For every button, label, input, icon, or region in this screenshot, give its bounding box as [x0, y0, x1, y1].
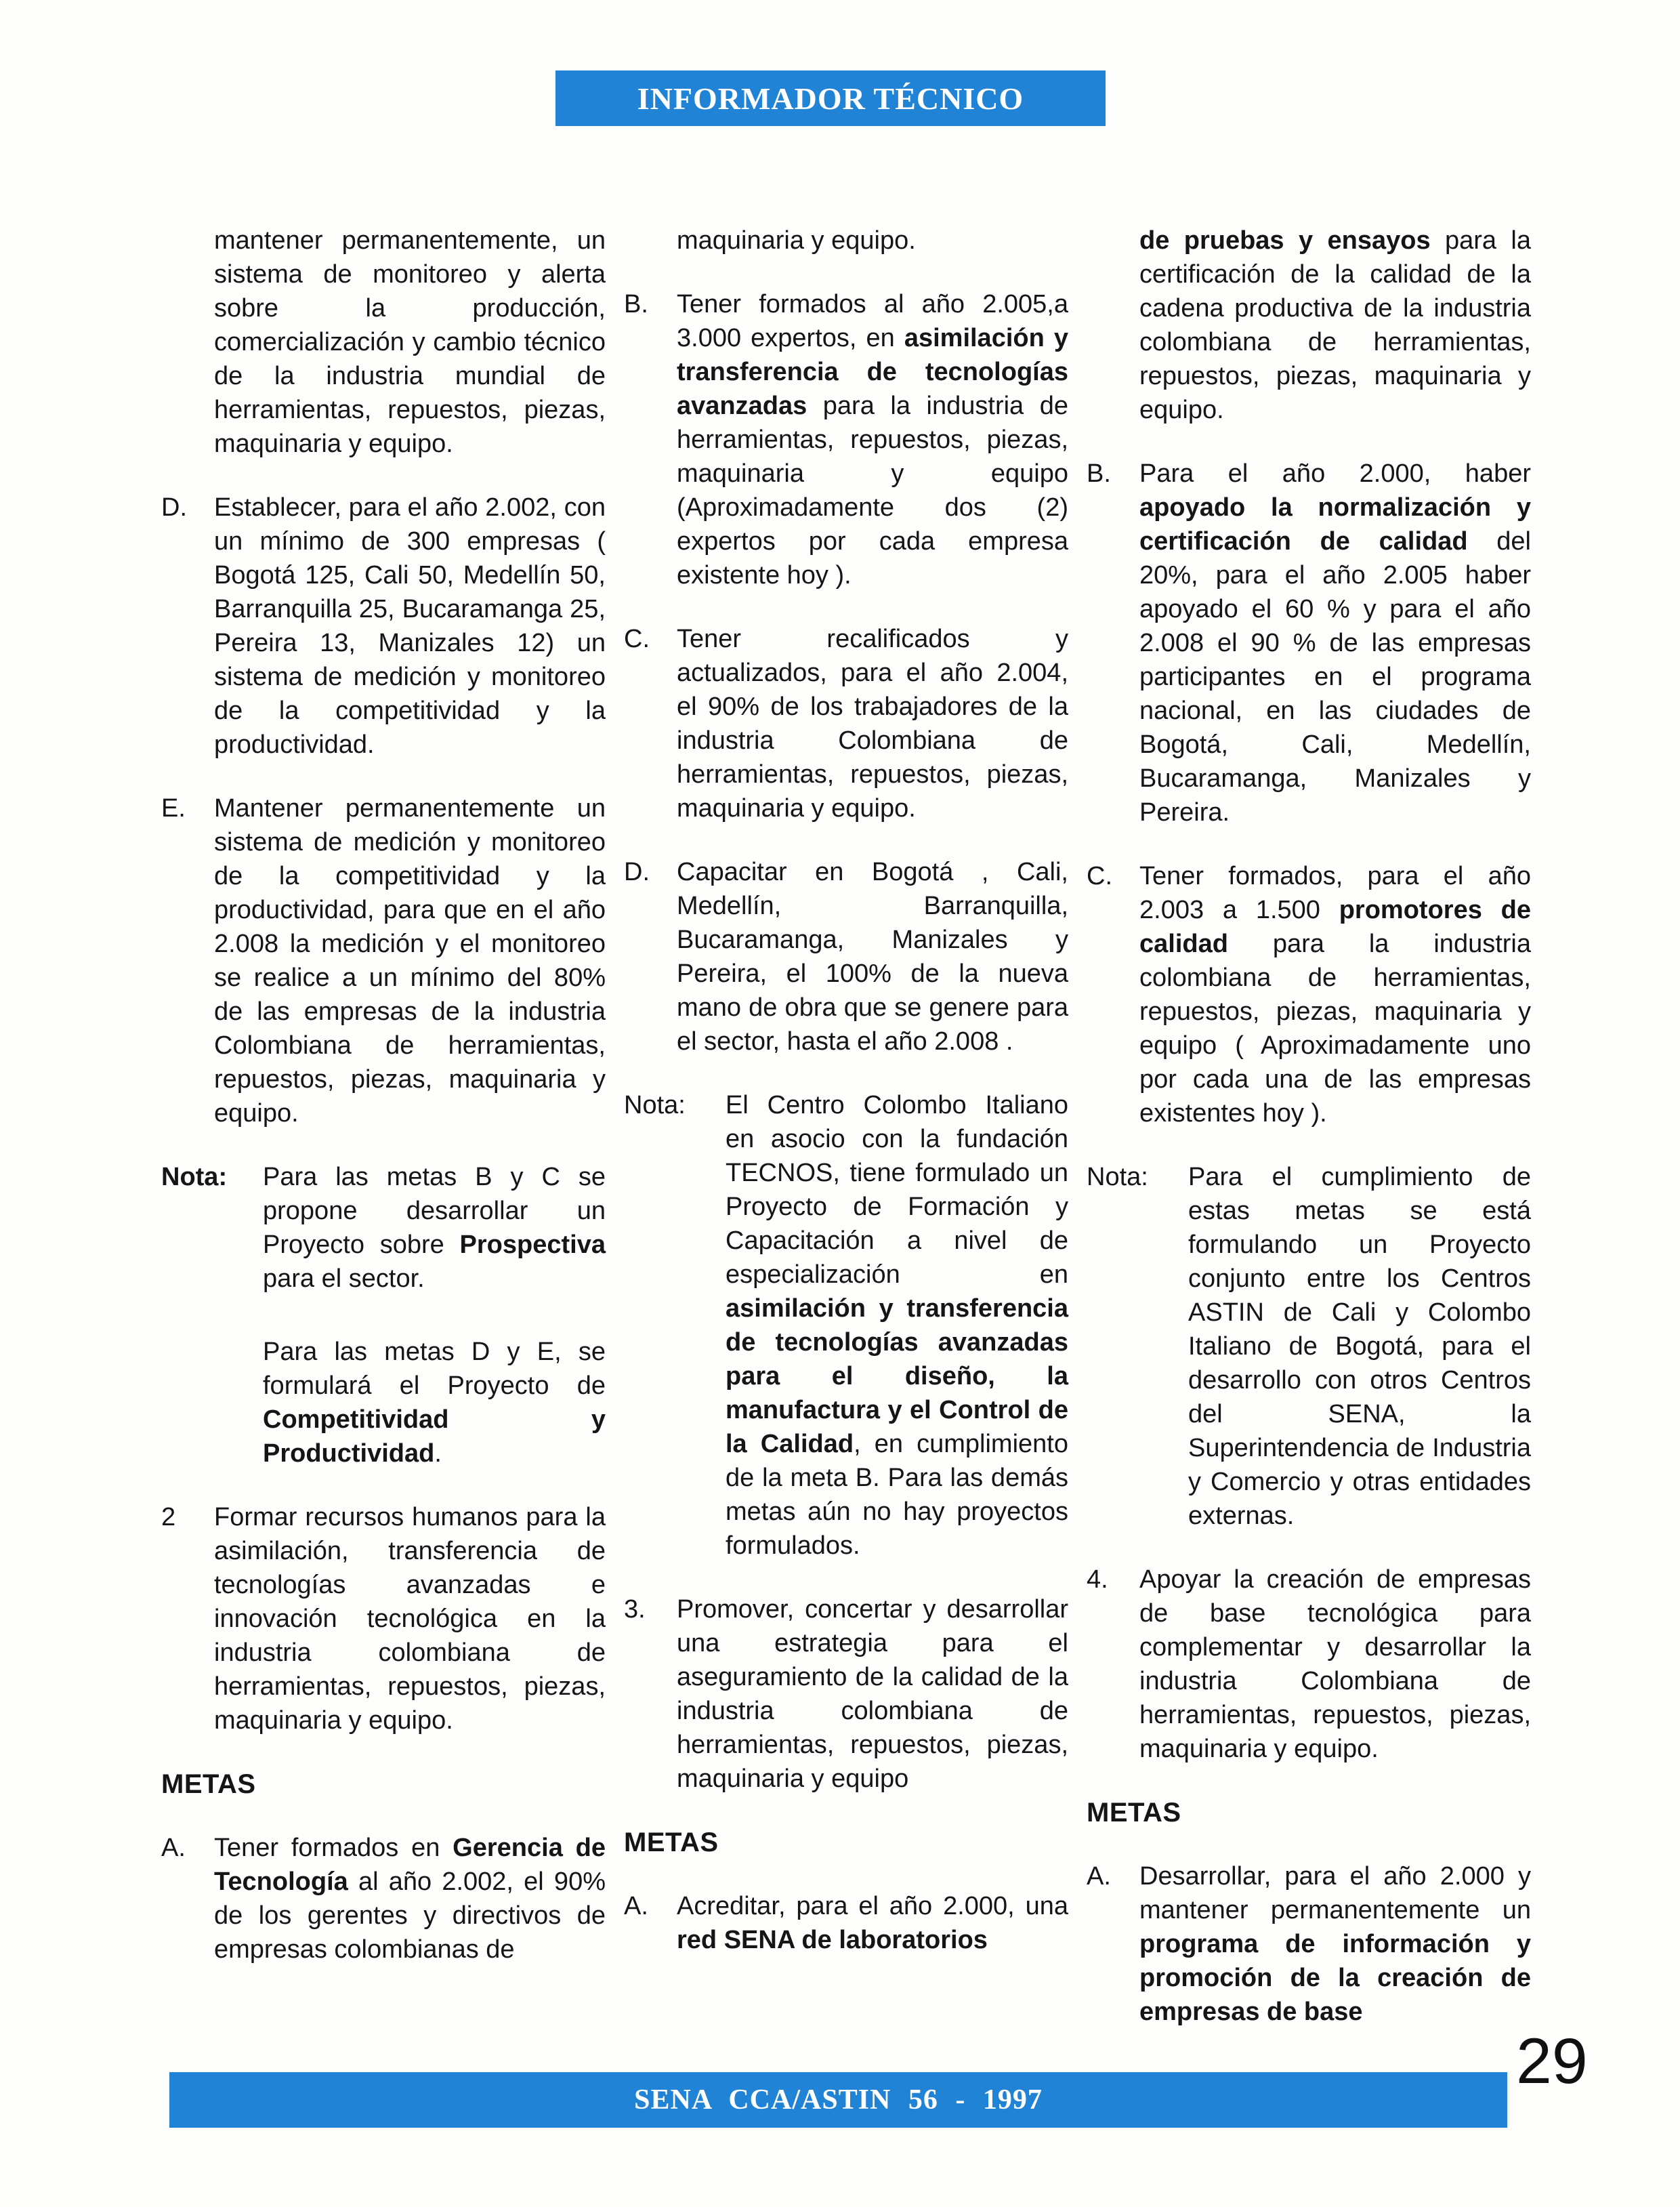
text-segment: Capacitar en Bogotá , Cali, Medellín, Barranquilla, Bucaramanga, Manizales y Pereira, el 100% de la nueva mano de obra que se genere para el sector, hasta el año 2.008 .	[677, 858, 1068, 1056]
text-segment: al año 2.002, el 90% de los gerentes y directivos de empresas colombianas de	[214, 1868, 606, 1964]
note-label-text: Nota:	[161, 1163, 228, 1191]
text-segment: Para las metas D y E, se formulará el Proyecto de	[263, 1338, 606, 1400]
item-label	[624, 1592, 677, 1796]
text-segment: Apoyar la creación de empresas de base tecnológica para complementar y desarrollar la industria Colombiana de herramientas, repuestos, piezas, maquinaria y equipo.	[1139, 1565, 1531, 1763]
item-label-text: C.	[1087, 862, 1112, 890]
item-label	[624, 1889, 677, 1957]
item-label-text: D.	[161, 493, 187, 522]
item-label-text: D.	[624, 858, 650, 886]
item-label	[624, 287, 677, 592]
item-label-text: E.	[161, 794, 186, 823]
item-label-text: A.	[161, 1834, 186, 1862]
text-segment: Acreditar, para el año 2.000, una	[677, 1892, 1068, 1920]
paragraph-text	[677, 1889, 1068, 1957]
item-label-text: A.	[1087, 1862, 1111, 1891]
section-heading-metas: METAS	[161, 1769, 256, 1799]
section-heading-metas: METAS	[624, 1828, 719, 1857]
paragraph-text	[263, 1335, 606, 1470]
text-segment: Promover, concertar y desarrollar una estrategia para el aseguramiento de la calidad de la industria colombiana de herramientas, repuestos, piezas, maquinaria y equipo	[677, 1595, 1068, 1793]
item-label	[1087, 1859, 1139, 2029]
paragraph-text	[214, 1500, 606, 1737]
text-segment: asimilación y transferencia de tecnologías avanzadas para el diseño, la manufactura y el Control de la Calidad	[726, 1294, 1068, 1458]
journal-footer-text: SENA CCA/ASTIN 56 - 1997	[634, 2084, 1043, 2116]
list-item-B	[624, 287, 1068, 592]
note-block	[1087, 1160, 1531, 1533]
paragraph-text	[1139, 1563, 1531, 1766]
text-segment: del 20%, para el año 2.005 haber apoyado el 60 % y para el año 2.008 el 90 % de las empresas participantes en el programa nacional, en las ciudades de Bogotá, Cali, Medellín, Bucaramanga, Manizales y Pereira.	[1139, 527, 1531, 827]
paragraph-text	[263, 1160, 606, 1296]
text-segment: Tener formados en	[214, 1834, 453, 1862]
text-segment: Competitividad y Productividad	[263, 1405, 606, 1468]
paragraph-text	[214, 224, 606, 461]
journal-title-banner	[555, 70, 1106, 126]
item-label	[161, 491, 214, 762]
text-column-1	[161, 224, 606, 2059]
item-label	[161, 224, 214, 461]
paragraph-text	[1188, 1160, 1531, 1533]
item-label	[624, 622, 677, 825]
item-label	[161, 1500, 214, 1737]
item-label	[161, 1831, 214, 1966]
journal-footer-banner	[169, 2072, 1507, 2128]
list-item-4	[1087, 1563, 1531, 1766]
text-segment: Mantener permanentemente un sistema de medición y monitoreo de la competitividad y la productividad, para que en el año 2.008 la medición y el monitoreo se realice a un mínimo del 80% de las empresas de la industria Colombiana de herramientas, repuestos, piezas, maquinaria y equipo.	[214, 794, 606, 1128]
text-segment: Tener formados, para el año 2.003 a 1.500	[1139, 862, 1531, 924]
item-label	[1087, 1563, 1139, 1766]
paragraph-text	[1139, 224, 1531, 427]
page-number: 29	[1516, 2025, 1588, 2097]
list-item-B	[1087, 457, 1531, 829]
paragraph-continuation	[161, 224, 606, 461]
text-segment: Formar recursos humanos para la asimilación, transferencia de tecnologías avanzadas e innovación tecnológica en la industria colombiana de herramientas, repuestos, piezas, maquinaria y equipo.	[214, 1503, 606, 1735]
paragraph-text	[677, 224, 1068, 257]
item-label	[1087, 457, 1139, 829]
list-item-D	[624, 855, 1068, 1058]
list-item-C	[624, 622, 1068, 825]
list-item-E	[161, 791, 606, 1130]
paragraph-text	[214, 1831, 606, 1966]
item-label-text: 2	[161, 1503, 176, 1531]
paragraph-text	[214, 491, 606, 762]
item-label-text: A.	[624, 1892, 648, 1920]
text-segment: mantener permanentemente, un sistema de monitoreo y alerta sobre la producción, comercialización y cambio técnico de la industria mundial de herramientas, repuestos, piezas, maquinaria y equipo.	[214, 226, 606, 458]
note-block	[624, 1088, 1068, 1563]
item-label	[624, 224, 677, 257]
text-segment: para el sector.	[263, 1264, 425, 1293]
paragraph-text	[677, 287, 1068, 592]
text-segment: red SENA de laboratorios	[677, 1926, 988, 1954]
paragraph-continuation	[1087, 224, 1531, 427]
list-item-A	[1087, 1859, 1531, 2029]
paragraph-text	[677, 855, 1068, 1058]
item-label	[161, 791, 214, 1130]
paragraph-text	[1139, 859, 1531, 1130]
text-segment: Establecer, para el año 2.002, con un mínimo de 300 empresas ( Bogotá 125, Cali 50, Medellín 50, Barranquilla 25, Bucaramanga 25, Pereira 13, Manizales 12) un sistema de medición y monitoreo de la competitividad y la productividad.	[214, 493, 606, 759]
text-segment: El Centro Colombo Italiano en asocio con la fundación TECNOS, tiene formulado un Proyecto de Formación y Capacitación a nivel de especialización en	[726, 1091, 1068, 1289]
paragraph-text	[677, 622, 1068, 825]
note-label	[1087, 1160, 1188, 1533]
section-heading-metas: METAS	[1087, 1798, 1181, 1828]
list-item-A	[624, 1889, 1068, 1957]
paragraph-continuation	[624, 224, 1068, 257]
paragraph-text	[1139, 457, 1531, 829]
note-label-text: Nota:	[624, 1091, 686, 1119]
item-label	[1087, 859, 1139, 1130]
item-label-text: C.	[624, 625, 650, 653]
text-segment: Para el año 2.000, haber	[1139, 459, 1531, 488]
text-segment: maquinaria y equipo.	[677, 226, 916, 255]
text-segment: programa de información y promoción de la creación de empresas de base	[1139, 1930, 1531, 2026]
text-segment: Para las metas B y C se propone desarrollar un Proyecto sobre	[263, 1163, 606, 1259]
list-item-A	[161, 1831, 606, 1966]
list-item-2	[161, 1500, 606, 1737]
list-item-C	[1087, 859, 1531, 1130]
item-label-text: 4.	[1087, 1565, 1108, 1594]
text-segment: promotores de calidad	[1139, 896, 1531, 958]
note-label-text: Nota:	[1087, 1163, 1148, 1191]
text-segment: Tener formados al año 2.005,a 3.000 expertos, en	[677, 290, 1068, 352]
text-segment: Prospectiva	[459, 1231, 606, 1259]
text-segment: .	[434, 1439, 442, 1468]
text-segment: para la industria colombiana de herramientas, repuestos, piezas, maquinaria y equipo ( Aproximadamente uno por cada una de las empresas existentes hoy ).	[1139, 930, 1531, 1128]
text-segment: asimilación y transferencia de tecnologías avanzadas	[677, 324, 1068, 420]
text-segment: Desarrollar, para el año 2.000 y mantener permanentemente un	[1139, 1862, 1531, 1924]
text-segment: apoyado la normalización y certificación de calidad	[1139, 493, 1531, 556]
text-segment: , en cumplimiento de la meta B. Para las demás metas aún no hay proyectos formulados.	[726, 1430, 1068, 1560]
item-label-text: 3.	[624, 1595, 646, 1624]
article-body	[161, 224, 1531, 2059]
text-segment: Para el cumplimiento de estas metas se está formulando un Proyecto conjunto entre los Centros ASTIN de Cali y Colombo Italiano de Bogotá, para el desarrollo con otros Centros del SENA, la Superintendencia de Industria y Comercio y otras entidades externas.	[1188, 1163, 1531, 1530]
text-column-2	[624, 224, 1068, 2059]
text-column-3	[1087, 224, 1531, 2059]
item-label	[1087, 224, 1139, 427]
item-label-text: B.	[624, 290, 648, 318]
list-item-D	[161, 491, 606, 762]
list-item-3	[624, 1592, 1068, 1796]
note-block	[161, 1160, 606, 1296]
note-label	[161, 1160, 263, 1296]
text-segment: para la certificación de la calidad de la cadena productiva de la industria colombiana de herramientas, repuestos, piezas, maquinaria y equipo.	[1139, 226, 1531, 424]
text-segment: de pruebas y ensayos	[1139, 226, 1431, 255]
text-segment: Gerencia de Tecnología	[214, 1834, 606, 1896]
paragraph-text	[214, 791, 606, 1130]
journal-title: INFORMADOR TÉCNICO	[637, 81, 1024, 116]
item-label	[624, 855, 677, 1058]
text-segment: Tener recalificados y actualizados, para el año 2.004, el 90% de los trabajadores de la industria Colombiana de herramientas, repuestos, piezas, maquinaria y equipo.	[677, 625, 1068, 823]
note-label	[161, 1335, 263, 1470]
paragraph-text	[726, 1088, 1068, 1563]
paragraph-text	[1139, 1859, 1531, 2029]
text-segment: para la industria de herramientas, repuestos, piezas, maquinaria y equipo (Aproximadamente dos (2) expertos por cada empresa existente hoy ).	[677, 392, 1068, 590]
item-label-text: B.	[1087, 459, 1111, 488]
paragraph-text	[677, 1592, 1068, 1796]
note-block-continuation	[161, 1335, 606, 1470]
note-label	[624, 1088, 726, 1563]
